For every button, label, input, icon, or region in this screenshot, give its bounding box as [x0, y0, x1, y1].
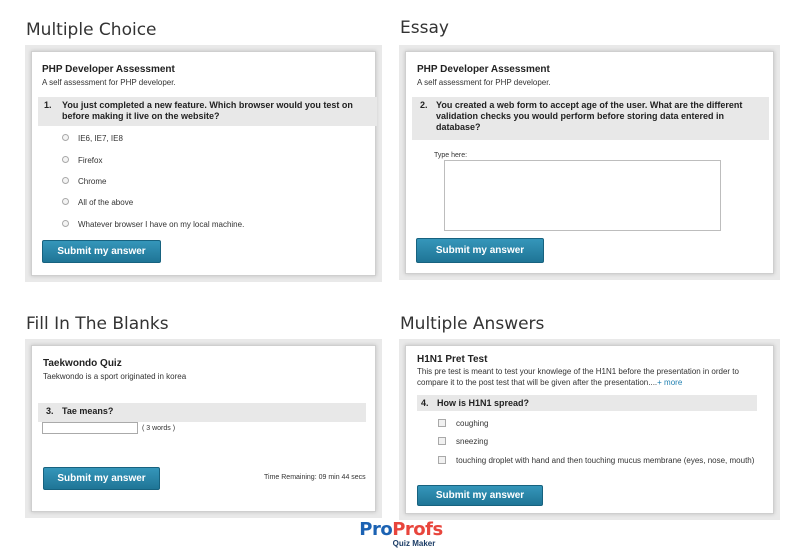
radio-option-1[interactable]	[62, 134, 69, 141]
logo-subtitle: Quiz Maker	[392, 539, 436, 548]
question-number: 3.	[46, 406, 54, 416]
option-label: IE6, IE7, IE8	[78, 134, 123, 143]
option-label: touching droplet with hand and then touching mucus membrane (eyes, nose, mouth)	[456, 456, 755, 465]
section-title-essay: Essay	[400, 18, 449, 38]
essay-textarea[interactable]	[444, 160, 721, 231]
essay-label: Type here:	[434, 152, 468, 159]
option-label: Chrome	[78, 177, 107, 186]
question-text: You just completed a new feature. Which browser would you test on before making it live on the website?	[62, 100, 353, 121]
question-number: 1.	[44, 100, 52, 110]
quiz-description	[417, 366, 762, 388]
radio-option-5[interactable]	[62, 220, 69, 227]
checkbox-option-1[interactable]	[438, 419, 446, 427]
essay-card	[405, 51, 774, 274]
submit-answer-button[interactable]: Submit my answer	[417, 485, 543, 506]
radio-option-3[interactable]	[62, 177, 69, 184]
multiple-answers-panel	[399, 339, 780, 520]
radio-option-4[interactable]	[62, 198, 69, 205]
proprofs-logo	[356, 521, 446, 549]
fill-blanks-card	[31, 345, 376, 512]
section-title-fill-in-the-blanks: Fill In The Blanks	[26, 314, 169, 334]
option-label: Firefox	[78, 156, 103, 165]
question-bar	[412, 97, 769, 140]
word-count-hint: ( 3 words )	[142, 425, 176, 432]
quiz-title: H1N1 Pret Test	[417, 354, 488, 365]
radio-option-2[interactable]	[62, 156, 69, 163]
option-label: sneezing	[456, 437, 489, 446]
logo-text-pro: Pro	[359, 519, 393, 540]
essay-panel	[399, 45, 780, 280]
logo-text-profs: Profs	[392, 519, 443, 540]
quiz-description-text: This pre test is meant to test your knowlege of the H1N1 before the presentation in order to compare it to the post test that will be given after the presentation....	[417, 367, 739, 387]
quiz-title: Taekwondo Quiz	[43, 358, 122, 369]
fill-blanks-panel	[25, 339, 382, 518]
more-link[interactable]: + more	[657, 378, 683, 387]
option-label: All of the above	[78, 198, 134, 207]
question-text: How is H1N1 spread?	[437, 398, 530, 408]
logo-wordmark	[356, 521, 446, 539]
quiz-description: A self assessment for PHP developer.	[417, 78, 551, 87]
checkbox-option-2[interactable]	[438, 437, 446, 445]
time-remaining: Time Remaining: 09 min 44 secs	[264, 474, 366, 481]
section-title-multiple-answers: Multiple Answers	[400, 314, 545, 334]
question-number: 4.	[421, 398, 429, 408]
multiple-answers-card	[405, 345, 774, 514]
quiz-description: Taekwondo is a sport originated in korea	[43, 372, 187, 381]
question-bar	[417, 395, 757, 411]
option-label: coughing	[456, 419, 489, 428]
question-bar	[38, 97, 377, 126]
multiple-choice-card	[31, 51, 376, 276]
quiz-title: PHP Developer Assessment	[42, 64, 175, 75]
question-bar	[38, 403, 366, 422]
question-number: 2.	[420, 100, 428, 110]
quiz-title: PHP Developer Assessment	[417, 64, 550, 75]
answer-input[interactable]	[42, 422, 138, 434]
question-text: Tae means?	[62, 406, 114, 416]
section-title-multiple-choice: Multiple Choice	[26, 20, 157, 40]
submit-answer-button[interactable]: Submit my answer	[42, 240, 161, 263]
question-text: You created a web form to accept age of the user. What are the different validation checks you would perform before storing data entered in database?	[436, 100, 743, 132]
submit-answer-button[interactable]: Submit my answer	[416, 238, 544, 263]
quiz-description: A self assessment for PHP developer.	[42, 78, 176, 87]
submit-answer-button[interactable]: Submit my answer	[43, 467, 160, 490]
multiple-choice-panel	[25, 45, 382, 282]
checkbox-option-3[interactable]	[438, 456, 446, 464]
option-label: Whatever browser I have on my local machine.	[78, 220, 245, 229]
